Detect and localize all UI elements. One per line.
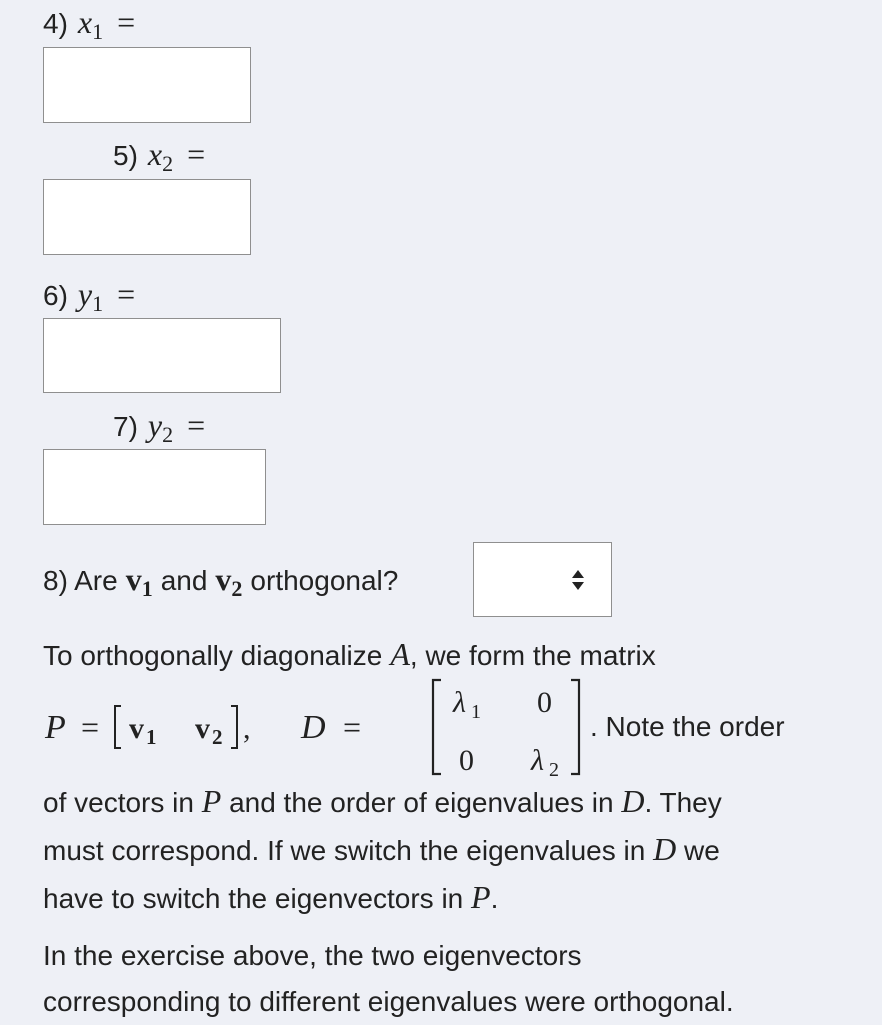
- subscript: 2: [212, 725, 223, 749]
- question-7-label: [113, 407, 205, 448]
- explain-line-3: of vectors in P and the order of eigenvalues in D. They: [43, 783, 722, 819]
- variable: $x_2$: [147, 136, 174, 176]
- matrix-definition: [43, 672, 843, 782]
- matrix-p: P: [471, 879, 491, 915]
- y1-input[interactable]: [43, 318, 281, 393]
- zero: 0: [537, 686, 552, 719]
- text: To orthogonally diagonalize: [43, 640, 383, 671]
- variable: $y_2$: [147, 407, 174, 447]
- matrix-p: P: [201, 783, 222, 819]
- subscript: 1: [146, 725, 157, 749]
- variable: $y_1$: [77, 276, 104, 316]
- lambda-2: λ: [531, 744, 544, 777]
- zero: 0: [459, 744, 474, 777]
- orthogonal-select[interactable]: [473, 542, 612, 617]
- equals-sign: =: [81, 709, 100, 745]
- explain-line-4: must correspond. If we switch the eigenvalues in D we: [43, 831, 720, 867]
- explain-line-1: [43, 636, 656, 673]
- explain-line-5: have to switch the eigenvectors in P.: [43, 879, 499, 915]
- subscript: 2: [549, 759, 559, 781]
- matrix-formula: [43, 672, 843, 782]
- matrix-a: A: [390, 636, 410, 672]
- x2-input[interactable]: [43, 179, 251, 255]
- question-8-label: [43, 561, 398, 602]
- right-bracket: [231, 706, 237, 748]
- variable: $x_1$: [77, 4, 104, 44]
- equals-sign: =: [343, 709, 362, 745]
- matrix-d: D: [621, 783, 645, 819]
- question-5-label: [113, 136, 205, 177]
- equals-sign: =: [187, 136, 206, 172]
- comma: ,: [243, 712, 251, 745]
- left-bracket: [433, 680, 441, 774]
- matrix-p: P: [45, 709, 66, 746]
- vector-v1: $v_1$: [125, 561, 153, 601]
- equals-sign: =: [187, 407, 206, 443]
- vector-v1: v: [129, 712, 144, 745]
- exercise-paragraph: [43, 933, 843, 1025]
- question-text: orthogonal?: [250, 565, 399, 596]
- lambda-1: λ: [453, 686, 466, 719]
- explain-paragraph: [43, 778, 843, 922]
- y2-input[interactable]: [43, 449, 266, 525]
- question-text: and: [160, 565, 208, 596]
- chevron-updown-icon: [571, 569, 585, 591]
- question-number: 7): [113, 411, 138, 442]
- question-text: 8) Are: [43, 565, 118, 596]
- vector-v2: $v_2$: [215, 561, 243, 601]
- paragraph-line: In the exercise above, the two eigenvectors: [43, 940, 582, 971]
- equals-sign: =: [117, 276, 136, 312]
- right-bracket: [571, 680, 579, 774]
- question-number: 4): [43, 8, 68, 39]
- matrix-d: D: [653, 831, 677, 867]
- equals-sign: =: [117, 4, 136, 40]
- x1-input[interactable]: [43, 47, 251, 123]
- note-text: . Note the order: [590, 711, 785, 742]
- question-4-label: [43, 4, 135, 45]
- vector-v2: v: [195, 712, 210, 745]
- text: , we form the matrix: [409, 640, 656, 671]
- left-bracket: [115, 706, 121, 748]
- paragraph-line: corresponding to different eigenvalues were orthogonal.: [43, 986, 734, 1017]
- question-number: 5): [113, 140, 138, 171]
- question-number: 6): [43, 280, 68, 311]
- subscript: 1: [471, 701, 481, 723]
- matrix-d: D: [301, 709, 326, 746]
- question-6-label: [43, 276, 135, 317]
